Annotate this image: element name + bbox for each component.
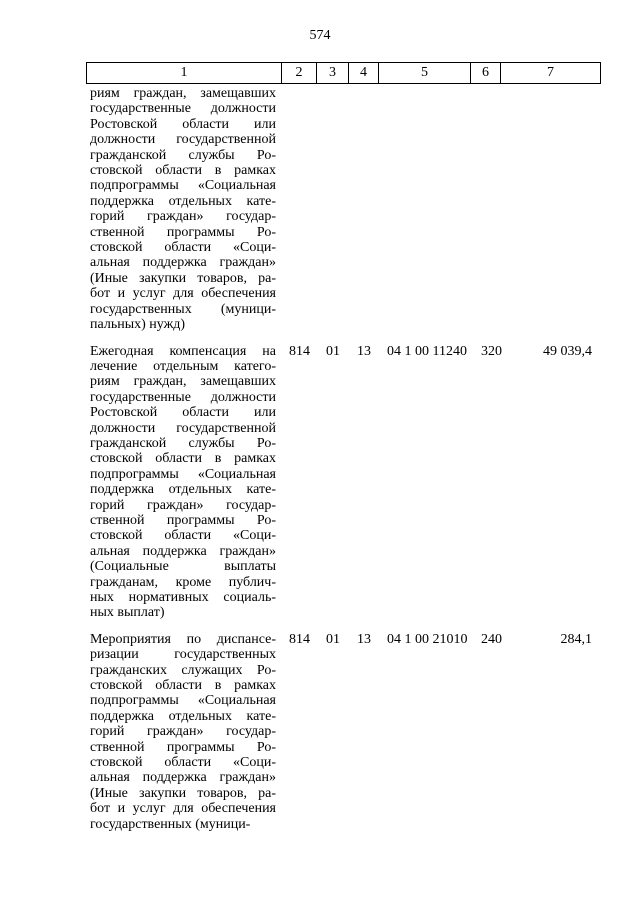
description-line: гражданских служащих Ро- bbox=[90, 662, 276, 678]
column-header: 5 bbox=[379, 63, 471, 84]
description-line: государственные должности bbox=[90, 389, 276, 405]
description-line: должности государственной bbox=[90, 420, 276, 436]
column-header: 6 bbox=[471, 63, 501, 84]
description-line: стовской области в рамках bbox=[90, 451, 276, 467]
row-description bbox=[90, 632, 276, 832]
row-cell-c7: 284,1 bbox=[560, 631, 592, 647]
row-description bbox=[90, 86, 276, 333]
column-header-table bbox=[86, 62, 601, 84]
description-line: горий граждан» государ- bbox=[90, 497, 276, 513]
description-line: поддержка отдельных кате- bbox=[90, 193, 276, 209]
row-cell-c4: 13 bbox=[357, 631, 371, 647]
description-line: горий граждан» государ- bbox=[90, 724, 276, 740]
table-row bbox=[90, 632, 600, 832]
description-line: гражданской службы Ро- bbox=[90, 435, 276, 451]
table-body bbox=[90, 86, 600, 832]
description-line: стовской области «Соци- bbox=[90, 528, 276, 544]
description-line: Ростовской области или bbox=[90, 405, 276, 421]
description-line: Мероприятия по диспансе- bbox=[90, 631, 276, 647]
description-line: ственной программы Ро- bbox=[90, 512, 276, 528]
description-line: риям граждан, замещавших bbox=[90, 86, 276, 101]
description-line: ственной программы Ро- bbox=[90, 224, 276, 240]
description-line: пальных) нужд) bbox=[90, 317, 186, 333]
description-line: гражданам, кроме публич- bbox=[90, 574, 276, 590]
description-line: (Социальные выплаты bbox=[90, 559, 276, 575]
row-cell-c2: 814 bbox=[289, 343, 310, 359]
description-line: стовской области «Соци- bbox=[90, 240, 276, 256]
description-line: лечение отдельным катего- bbox=[90, 358, 276, 374]
table-row bbox=[90, 344, 600, 621]
description-line: государственные должности bbox=[90, 101, 276, 117]
row-cell-c6: 240 bbox=[481, 631, 502, 647]
row-cell-c6: 320 bbox=[481, 343, 502, 359]
row-description bbox=[90, 344, 276, 621]
row-cell-c2: 814 bbox=[289, 631, 310, 647]
description-line: государственных (муници- bbox=[90, 816, 251, 832]
description-line: гражданской службы Ро- bbox=[90, 147, 276, 163]
description-line: Ростовской области или bbox=[90, 116, 276, 132]
description-line: Ежегодная компенсация на bbox=[90, 343, 276, 359]
column-header: 7 bbox=[501, 63, 601, 84]
page-number: 574 bbox=[309, 28, 331, 43]
description-line: ных выплат) bbox=[90, 605, 165, 621]
column-header-row bbox=[87, 63, 601, 84]
description-line: риям граждан, замещавших bbox=[90, 374, 276, 390]
row-cell-c3: 01 bbox=[326, 631, 340, 647]
column-header: 1 bbox=[87, 63, 282, 84]
description-line: подпрограммы «Социальная bbox=[90, 693, 276, 709]
description-line: альная поддержка граждан» bbox=[90, 543, 276, 559]
table-row bbox=[90, 86, 600, 333]
column-header: 2 bbox=[282, 63, 317, 84]
description-line: (Иные закупки товаров, ра- bbox=[90, 270, 276, 286]
column-header: 3 bbox=[317, 63, 349, 84]
column-header: 4 bbox=[349, 63, 379, 84]
description-line: подпрограммы «Социальная bbox=[90, 178, 276, 194]
description-line: альная поддержка граждан» bbox=[90, 255, 276, 271]
description-line: стовской области в рамках bbox=[90, 678, 276, 694]
description-line: бот и услуг для обеспечения bbox=[90, 286, 276, 302]
description-line: ственной программы Ро- bbox=[90, 739, 276, 755]
row-cell-c3: 01 bbox=[326, 343, 340, 359]
row-cell-c5: 04 1 00 21010 bbox=[387, 631, 468, 647]
description-line: подпрограммы «Социальная bbox=[90, 466, 276, 482]
description-line: должности государственной bbox=[90, 132, 276, 148]
description-line: государственных (муници- bbox=[90, 301, 276, 317]
description-line: стовской области в рамках bbox=[90, 163, 276, 179]
description-line: (Иные закупки товаров, ра- bbox=[90, 785, 276, 801]
description-line: альная поддержка граждан» bbox=[90, 770, 276, 786]
description-line: горий граждан» государ- bbox=[90, 209, 276, 225]
description-line: поддержка отдельных кате- bbox=[90, 482, 276, 498]
description-line: ных нормативных социаль- bbox=[90, 590, 276, 605]
description-line: бот и услуг для обеспечения bbox=[90, 801, 276, 817]
row-cell-c7: 49 039,4 bbox=[543, 343, 592, 359]
description-line: стовской области «Соци- bbox=[90, 755, 276, 771]
description-line: поддержка отдельных кате- bbox=[90, 708, 276, 724]
row-cell-c4: 13 bbox=[357, 343, 371, 359]
row-cell-c5: 04 1 00 11240 bbox=[387, 343, 467, 359]
description-line: ризации государственных bbox=[90, 647, 276, 663]
